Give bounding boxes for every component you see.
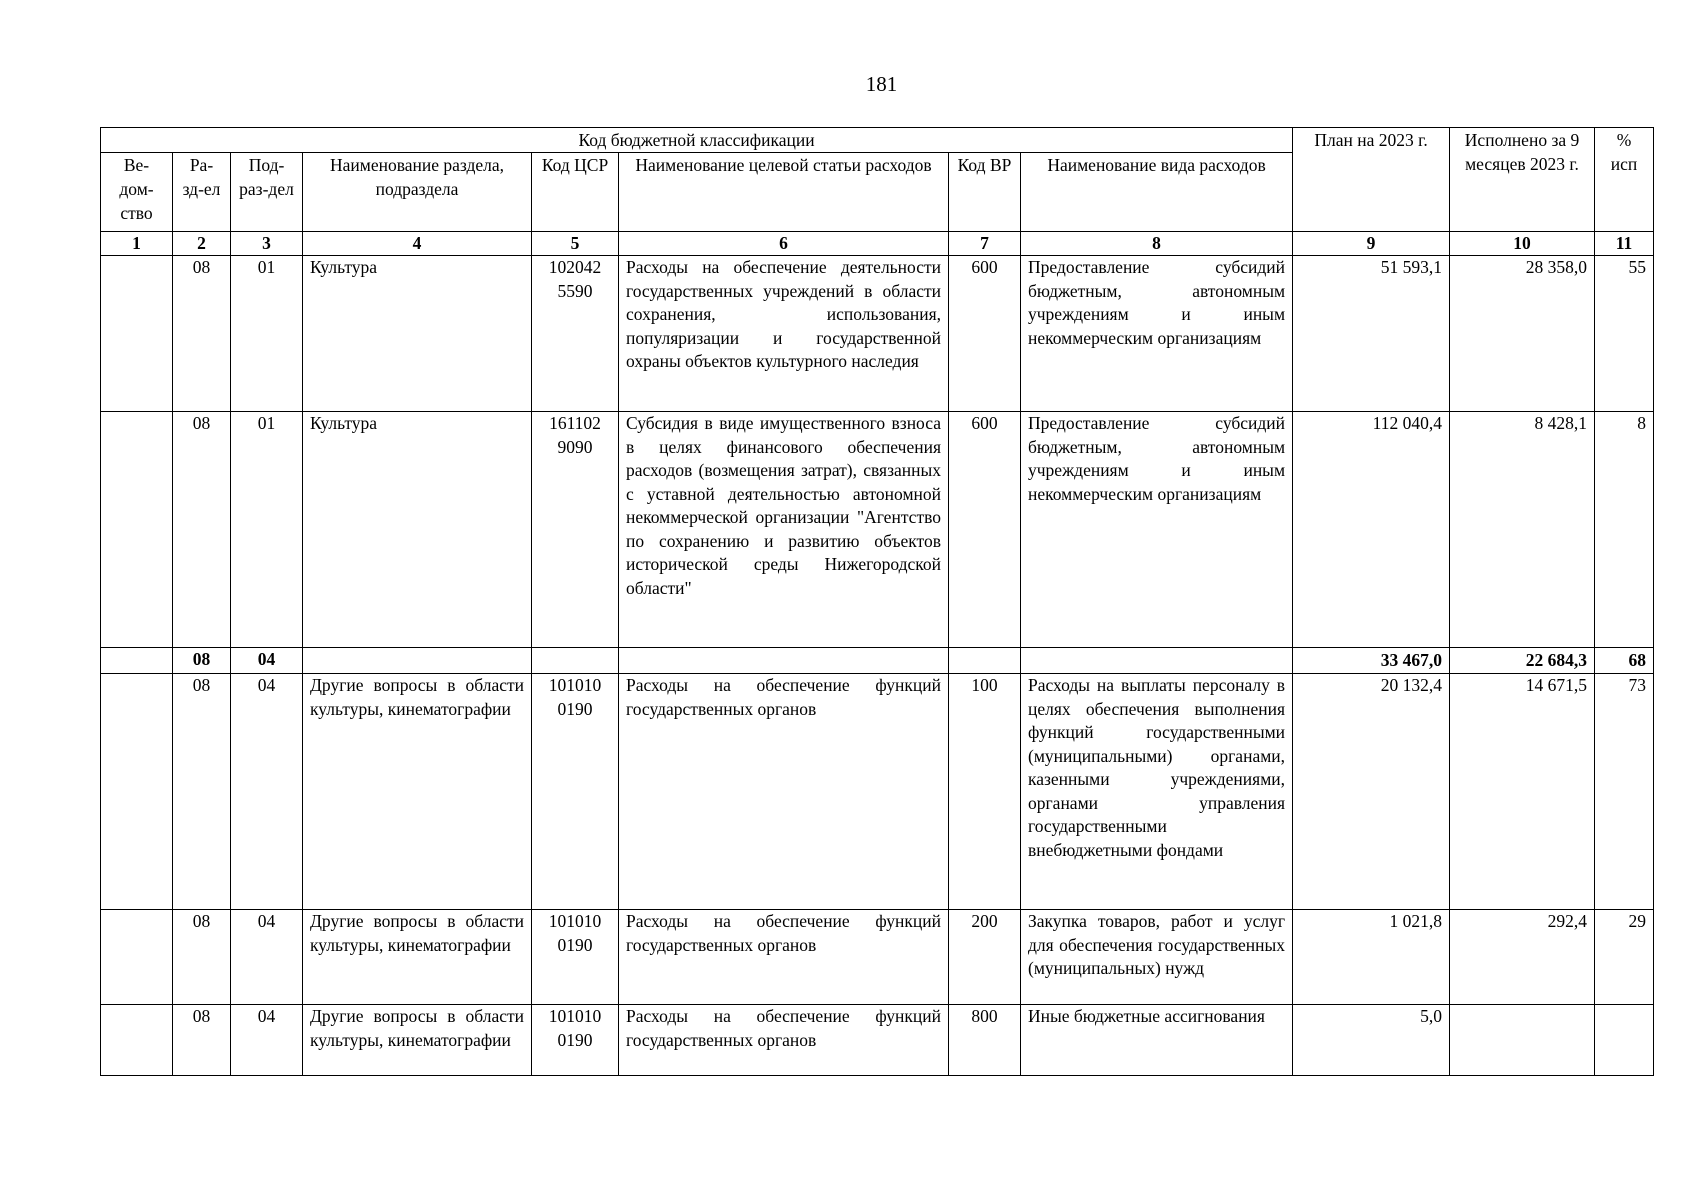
column-number: 10 — [1450, 232, 1595, 256]
column-number: 11 — [1595, 232, 1654, 256]
csr-cell: 161102 9090 — [532, 412, 619, 648]
table-row — [101, 1005, 1654, 1076]
table-row — [101, 412, 1654, 648]
column-number: 9 — [1293, 232, 1450, 256]
article-cell — [619, 648, 949, 674]
plan-cell: 1 021,8 — [1293, 910, 1450, 1005]
razdel-name-cell: Другие вопросы в области культуры, кинематографии — [303, 674, 532, 910]
column-number: 5 — [532, 232, 619, 256]
column-number-row — [101, 232, 1654, 256]
plan-cell: 20 132,4 — [1293, 674, 1450, 910]
column-number: 4 — [303, 232, 532, 256]
percent-header: % исп — [1595, 128, 1654, 232]
podrazdel-cell: 04 — [231, 674, 303, 910]
executed-header: Исполнено за 9 месяцев 2023 г. — [1450, 128, 1595, 232]
article-name-header: Наименование целевой статьи расходов — [619, 153, 949, 232]
budget-table — [100, 127, 1654, 1076]
header-row-classification — [101, 128, 1654, 153]
vedomstvo-cell — [101, 648, 173, 674]
percent-cell — [1595, 1005, 1654, 1076]
table-row — [101, 256, 1654, 412]
column-number: 6 — [619, 232, 949, 256]
percent-cell: 8 — [1595, 412, 1654, 648]
vr-cell: 200 — [949, 910, 1021, 1005]
page-number: 181 — [865, 72, 898, 96]
razdel-cell: 08 — [173, 412, 231, 648]
article-cell: Расходы на обеспечение функций государственных органов — [619, 910, 949, 1005]
csr-cell: 101010 0190 — [532, 910, 619, 1005]
type-cell: Предоставление субсидий бюджетным, автономным учреждениям и иным некоммерческим организациям — [1021, 256, 1293, 412]
razdel-cell: 08 — [173, 674, 231, 910]
plan-header: План на 2023 г. — [1293, 128, 1450, 232]
vr-header: Код ВР — [949, 153, 1021, 232]
executed-cell: 292,4 — [1450, 910, 1595, 1005]
vr-cell: 600 — [949, 412, 1021, 648]
podrazdel-cell: 01 — [231, 412, 303, 648]
vr-cell — [949, 648, 1021, 674]
plan-cell: 33 467,0 — [1293, 648, 1450, 674]
razdel-name-cell: Культура — [303, 412, 532, 648]
vr-cell: 800 — [949, 1005, 1021, 1076]
csr-cell — [532, 648, 619, 674]
executed-cell: 22 684,3 — [1450, 648, 1595, 674]
column-number: 3 — [231, 232, 303, 256]
article-cell: Расходы на обеспечение функций государственных органов — [619, 674, 949, 910]
type-cell: Иные бюджетные ассигнования — [1021, 1005, 1293, 1076]
razdel-cell: 08 — [173, 256, 231, 412]
subtotal-row — [101, 648, 1654, 674]
plan-cell: 5,0 — [1293, 1005, 1450, 1076]
executed-cell: 8 428,1 — [1450, 412, 1595, 648]
table-row — [101, 674, 1654, 910]
table-row — [101, 910, 1654, 1005]
column-number: 7 — [949, 232, 1021, 256]
podrazdel-cell: 01 — [231, 256, 303, 412]
type-name-header: Наименование вида расходов — [1021, 153, 1293, 232]
column-number: 2 — [173, 232, 231, 256]
vr-cell: 100 — [949, 674, 1021, 910]
type-cell — [1021, 648, 1293, 674]
column-number: 8 — [1021, 232, 1293, 256]
csr-cell: 101010 0190 — [532, 674, 619, 910]
vedomstvo-cell — [101, 412, 173, 648]
csr-header: Код ЦСР — [532, 153, 619, 232]
razdel-name-cell: Культура — [303, 256, 532, 412]
column-number: 1 — [101, 232, 173, 256]
vedomstvo-cell — [101, 1005, 173, 1076]
article-cell: Расходы на обеспечение деятельности государственных учреждений в области сохранения, использования, популяризации и государственной охраны объектов культурного наследия — [619, 256, 949, 412]
podrazdel-cell: 04 — [231, 1005, 303, 1076]
percent-cell: 55 — [1595, 256, 1654, 412]
podrazdel-cell: 04 — [231, 648, 303, 674]
vedomstvo-cell — [101, 674, 173, 910]
percent-cell: 68 — [1595, 648, 1654, 674]
razdel-name-header: Наименование раздела, подраздела — [303, 153, 532, 232]
razdel-name-cell — [303, 648, 532, 674]
razdel-cell: 08 — [173, 648, 231, 674]
percent-cell: 29 — [1595, 910, 1654, 1005]
vedomstvo-header: Ве-дом-ство — [101, 153, 173, 232]
razdel-header: Ра-зд-ел — [173, 153, 231, 232]
article-cell: Субсидия в виде имущественного взноса в целях финансового обеспечения расходов (возмещения затрат), связанных с уставной деятельностью автономной некоммерческой организации "Агентство по сохранению и развитию объектов исторической среды Нижегородской области" — [619, 412, 949, 648]
razdel-name-cell: Другие вопросы в области культуры, кинематографии — [303, 1005, 532, 1076]
vedomstvo-cell — [101, 256, 173, 412]
podrazdel-header: Под-раз-дел — [231, 153, 303, 232]
article-cell: Расходы на обеспечение функций государственных органов — [619, 1005, 949, 1076]
type-cell: Предоставление субсидий бюджетным, автономным учреждениям и иным некоммерческим организациям — [1021, 412, 1293, 648]
type-cell: Расходы на выплаты персоналу в целях обеспечения выполнения функций государственными (муниципальными) органами, казенными учреждениями, органами управления государственными внебюджетными фондами — [1021, 674, 1293, 910]
plan-cell: 51 593,1 — [1293, 256, 1450, 412]
razdel-cell: 08 — [173, 910, 231, 1005]
razdel-cell: 08 — [173, 1005, 231, 1076]
csr-cell: 102042 5590 — [532, 256, 619, 412]
classification-header: Код бюджетной классификации — [101, 128, 1293, 153]
csr-cell: 101010 0190 — [532, 1005, 619, 1076]
executed-cell — [1450, 1005, 1595, 1076]
type-cell: Закупка товаров, работ и услуг для обеспечения государственных (муниципальных) нужд — [1021, 910, 1293, 1005]
executed-cell: 14 671,5 — [1450, 674, 1595, 910]
plan-cell: 112 040,4 — [1293, 412, 1450, 648]
vr-cell: 600 — [949, 256, 1021, 412]
percent-cell: 73 — [1595, 674, 1654, 910]
vedomstvo-cell — [101, 910, 173, 1005]
razdel-name-cell: Другие вопросы в области культуры, кинематографии — [303, 910, 532, 1005]
podrazdel-cell: 04 — [231, 910, 303, 1005]
executed-cell: 28 358,0 — [1450, 256, 1595, 412]
